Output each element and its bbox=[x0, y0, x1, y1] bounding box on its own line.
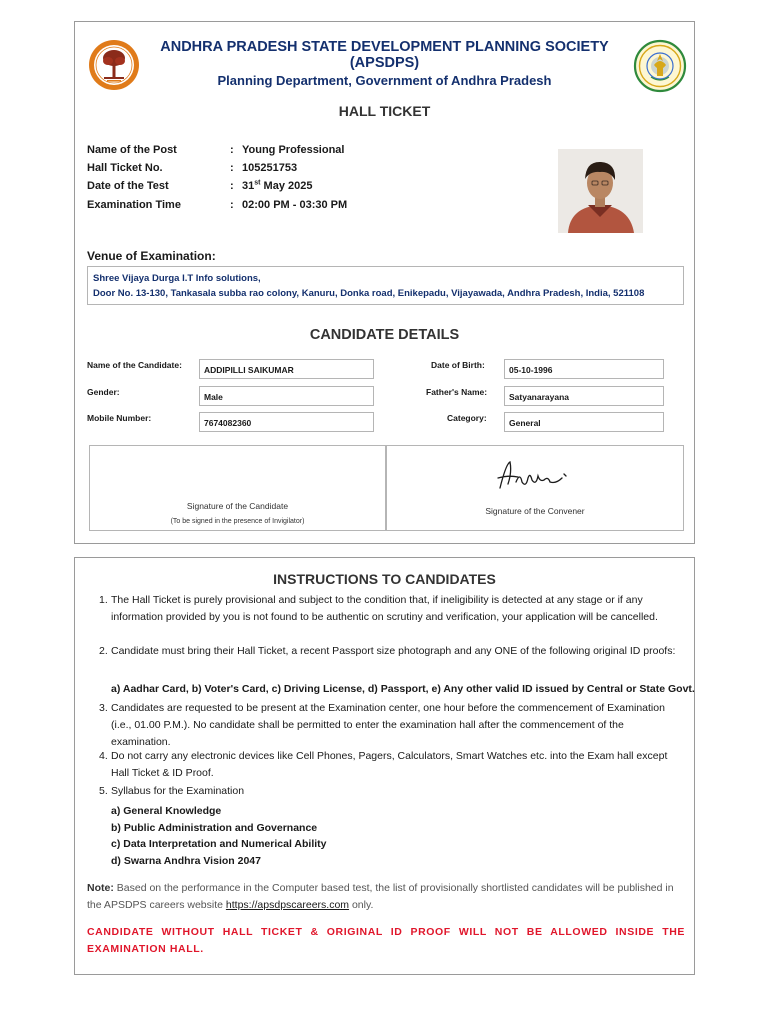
venue-line-1: Shree Vijaya Durga I.T Info solutions, bbox=[93, 273, 261, 284]
test-date-suffix: st bbox=[254, 179, 261, 187]
colon: : bbox=[230, 199, 234, 211]
gender-label: Gender: bbox=[87, 387, 120, 397]
venue-address-box bbox=[87, 266, 684, 305]
instruction-number: 3. bbox=[99, 702, 108, 714]
note-text: Based on the performance in the Computer based test, the list of provisionally shortlisted candidates will be published in the APSDPS careers website bbox=[87, 882, 674, 911]
exam-time-value: 02:00 PM - 03:30 PM bbox=[242, 199, 348, 211]
colon: : bbox=[230, 144, 234, 156]
date-of-birth-field: 05-10-1996 bbox=[504, 359, 664, 379]
syllabus-item: a) General Knowledge bbox=[111, 805, 222, 817]
instruction-number: 5. bbox=[99, 785, 108, 797]
candidate-photo bbox=[558, 149, 643, 233]
candidate-name-field: ADDIPILLI SAIKUMAR bbox=[199, 359, 374, 379]
instruction-number: 2. bbox=[99, 645, 108, 657]
hall-ticket-number-label: Hall Ticket No. bbox=[87, 162, 163, 174]
hall-ticket-card bbox=[74, 21, 695, 544]
warning-message: CANDIDATE WITHOUT HALL TICKET & ORIGINAL ID PROOF WILL NOT BE ALLOWED INSIDE THE EXAMINATION HALL. bbox=[87, 926, 685, 955]
mobile-number-field: 7674082360 bbox=[199, 412, 374, 432]
organization-abbreviation: (APSDPS) bbox=[349, 55, 420, 71]
colon: : bbox=[230, 162, 234, 174]
instruction-text: Candidates are requested to be present at the Examination center, one hour before the commencement of Examination (i.e., 01.00 P.M.). No candidate shall be permitted to enter the examination hall after the commencement of the examination. bbox=[111, 702, 665, 748]
note-paragraph bbox=[87, 880, 685, 914]
test-date-value bbox=[242, 180, 312, 192]
father-name-field: Satyanarayana bbox=[504, 386, 664, 406]
note-end: only. bbox=[349, 899, 374, 911]
venue-line-2: Door No. 13-130, Tankasala subba rao colony, Kanuru, Donka road, Enikepadu, Vijayawada, Andhra Pradesh, India, 521108 bbox=[93, 288, 645, 299]
test-date-month-year: May 2025 bbox=[260, 180, 313, 192]
document-title: HALL TICKET bbox=[338, 103, 431, 119]
department-name: Planning Department, Government of Andhra Pradesh bbox=[217, 73, 552, 88]
colon: : bbox=[230, 180, 234, 192]
instruction-text: The Hall Ticket is purely provisional and subject to the condition that, if ineligibility is detected at any stage or if any information provided by you is not found to be authentic on scrutiny and verification, your application will be cancelled. bbox=[111, 594, 658, 623]
mobile-number-label: Mobile Number: bbox=[87, 413, 152, 423]
venue-heading: Venue of Examination: bbox=[87, 249, 216, 263]
syllabus-item: c) Data Interpretation and Numerical Ability bbox=[111, 838, 327, 850]
post-label: Name of the Post bbox=[87, 144, 177, 156]
category-field: General bbox=[504, 412, 664, 432]
syllabus-item: d) Swarna Andhra Vision 2047 bbox=[111, 855, 261, 867]
organization-title: ANDHRA PRADESH STATE DEVELOPMENT PLANNING SOCIETY bbox=[160, 39, 609, 55]
instruction-number: 4. bbox=[99, 750, 108, 762]
convener-signature-box bbox=[386, 445, 684, 531]
careers-website-link[interactable]: https://apsdpscareers.com bbox=[225, 899, 350, 911]
instruction-text: Candidate must bring their Hall Ticket, a recent Passport size photograph and any ONE of the following original ID proofs: bbox=[111, 645, 676, 657]
convener-signature-label: Signature of the Convener bbox=[485, 506, 585, 516]
test-date-label: Date of the Test bbox=[87, 180, 169, 192]
candidate-name-label: Name of the Candidate: bbox=[87, 360, 182, 370]
gender-field: Male bbox=[199, 386, 374, 406]
instruction-number: 1. bbox=[99, 594, 108, 606]
father-name-label: Father's Name: bbox=[426, 387, 488, 397]
test-date-day: 31 bbox=[242, 180, 255, 192]
note-label: Note: bbox=[87, 882, 114, 894]
candidate-details-heading: CANDIDATE DETAILS bbox=[309, 327, 460, 343]
syllabus-item: b) Public Administration and Governance bbox=[111, 822, 318, 834]
id-proof-list: a) Aadhar Card, b) Voter's Card, c) Driving License, d) Passport, e) Any other valid ID issued by Central or State Govt. bbox=[111, 683, 695, 695]
post-value: Young Professional bbox=[242, 144, 345, 156]
hall-ticket-number-value: 105251753 bbox=[242, 162, 298, 174]
convener-signature-icon bbox=[492, 458, 576, 494]
instructions-card bbox=[74, 557, 695, 975]
instruction-text: Syllabus for the Examination bbox=[111, 785, 245, 797]
candidate-signature-label: Signature of the Candidate bbox=[186, 501, 289, 511]
category-label: Category: bbox=[447, 413, 487, 423]
candidate-signature-note: (To be signed in the presence of Invigilator) bbox=[170, 518, 305, 525]
instructions-heading: INSTRUCTIONS TO CANDIDATES bbox=[273, 571, 496, 587]
instruction-text: Do not carry any electronic devices like Cell Phones, Pagers, Calculators, Smart Watches etc. into the Exam hall except Hall Ticket & ID Proof. bbox=[111, 750, 668, 779]
exam-time-label: Examination Time bbox=[87, 199, 181, 211]
date-of-birth-label: Date of Birth: bbox=[431, 360, 485, 370]
candidate-signature-box bbox=[89, 445, 386, 531]
